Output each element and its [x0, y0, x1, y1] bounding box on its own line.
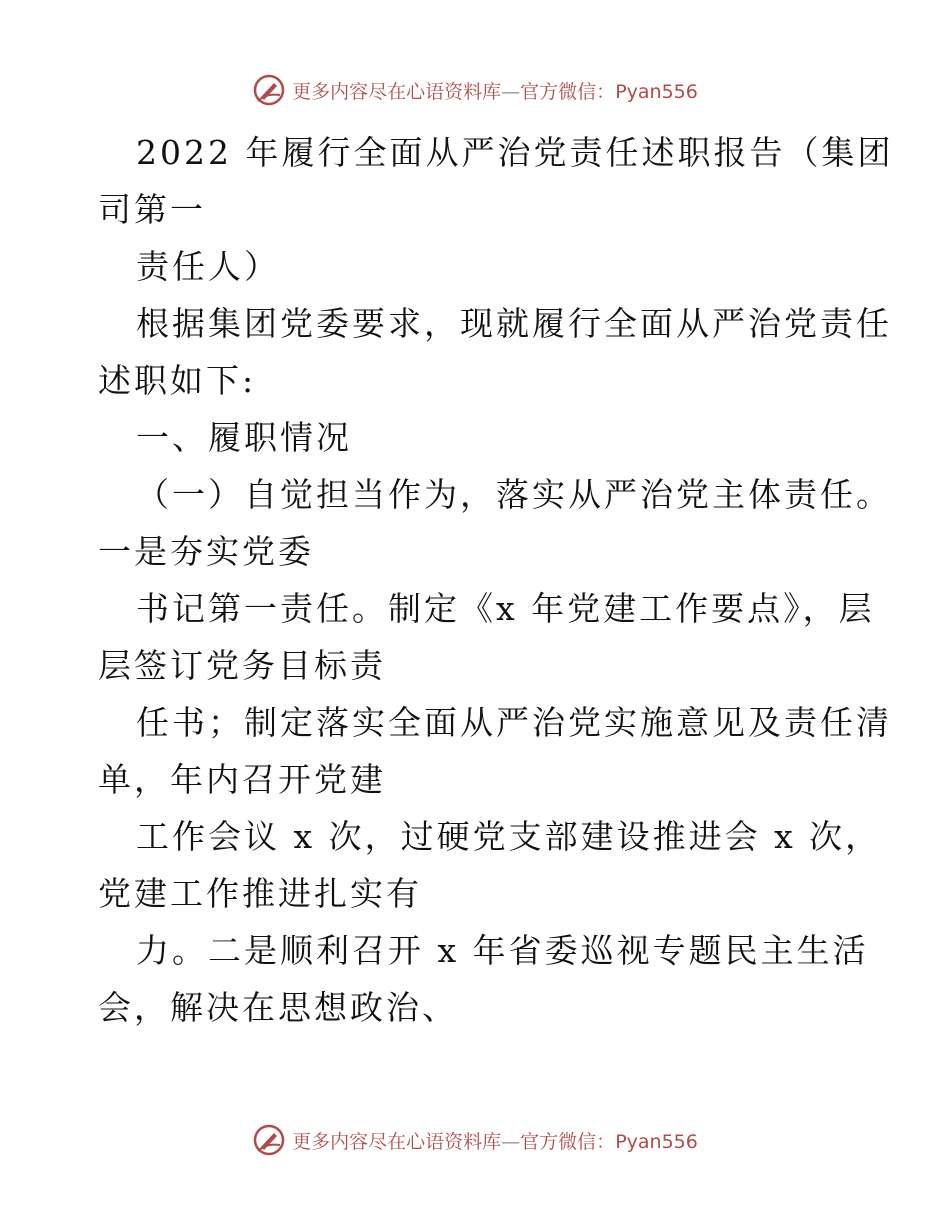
- text-line: 述职如下:: [98, 361, 257, 400]
- text-line: 书记第一责任。制定《x 年党建工作要点》，层: [136, 589, 875, 628]
- watermark-site: 更多内容尽在心语资料库: [292, 80, 502, 103]
- document-body: [98, 124, 894, 1036]
- pen-logo-icon: [252, 73, 286, 107]
- text-line: 单，年内召开党建: [98, 760, 386, 799]
- text-line: （一）自觉担当作为，落实从严治党主体责任。: [136, 475, 892, 514]
- text-line: 任书；制定落实全面从严治党实施意见及责任清: [136, 703, 892, 742]
- text-line: 司第一: [98, 190, 206, 229]
- watermark-text: [292, 77, 698, 104]
- text-line: 党建工作推进扎实有: [98, 874, 422, 913]
- watermark-separator: —: [501, 1130, 521, 1153]
- watermark-site: 更多内容尽在心语资料库: [292, 1130, 502, 1153]
- text-line: 一、履职情况: [136, 418, 352, 457]
- watermark-wechat-id: Pyan556: [615, 80, 698, 103]
- text-line: 工作会议 x 次，过硬党支部建设推进会 x 次，: [136, 817, 882, 856]
- text-line: 根据集团党委要求，现就履行全面从严治党责任: [136, 304, 892, 343]
- text-line: 责任人）: [136, 247, 280, 286]
- text-line: 2022 年履行全面从严治党责任述职报告（集团: [136, 133, 894, 172]
- text-line: 力。二是顺利召开 x 年省委巡视专题民主生活: [136, 931, 869, 970]
- watermark-text: [292, 1127, 698, 1154]
- text-line: 一是夯实党委: [98, 532, 314, 571]
- header-watermark-banner: [0, 70, 950, 110]
- pen-logo-icon: [252, 1123, 286, 1157]
- text-line: 会，解决在思想政治、: [98, 988, 458, 1027]
- text-line: 层签订党务目标责: [98, 646, 386, 685]
- watermark-separator: —: [501, 80, 521, 103]
- watermark-wechat-label: 官方微信：: [520, 1130, 616, 1153]
- watermark-wechat-id: Pyan556: [615, 1130, 698, 1153]
- footer-watermark-banner: [0, 1120, 950, 1160]
- watermark-wechat-label: 官方微信：: [520, 80, 616, 103]
